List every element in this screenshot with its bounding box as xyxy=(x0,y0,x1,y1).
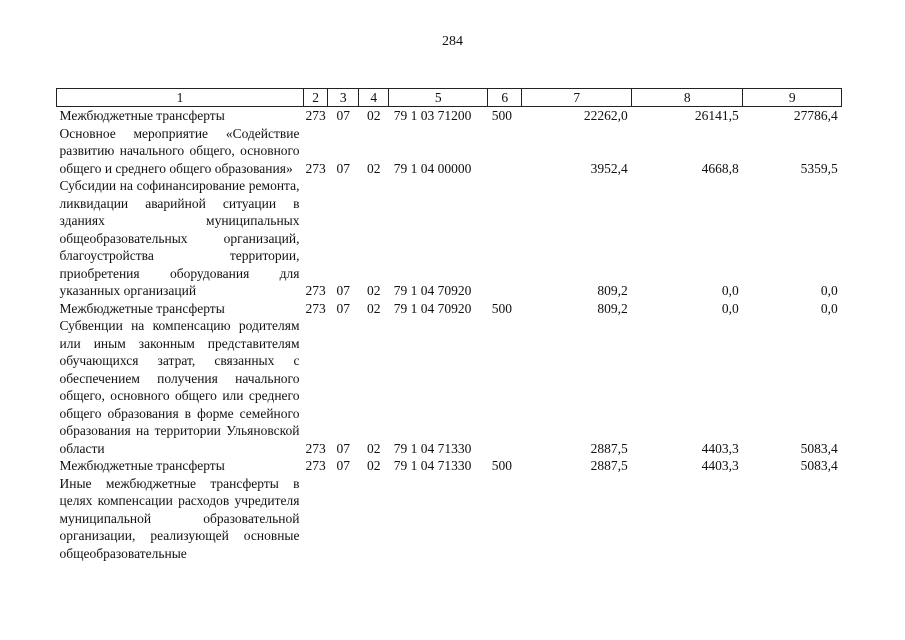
row-name: Субвенции на компенсацию родителям или иным законным представителям обучающихся затрат, связанных с обеспечением получения начального общего, основного общего или среднего общего образования в форме семейного образования на территории Ульяновской области xyxy=(59,318,300,456)
row-amount-col9: 5083,4 xyxy=(800,440,838,456)
row-ministry-code: 273 xyxy=(305,283,326,298)
row-amount-col7: 3952,4 xyxy=(590,160,628,176)
table-row xyxy=(57,107,842,125)
row-target-article: 79 1 04 70920 xyxy=(393,283,472,298)
row-section-code xyxy=(328,475,359,563)
table-row xyxy=(57,177,842,300)
table-row xyxy=(57,125,842,178)
row-amount-col9 xyxy=(743,475,842,563)
row-amount-col7: 809,2 xyxy=(597,283,628,298)
row-subsection-code xyxy=(359,475,389,563)
row-amount-col7 xyxy=(522,475,632,563)
row-amount-col7: 2887,5 xyxy=(590,440,628,456)
row-name: Межбюджетные трансферты xyxy=(59,300,225,316)
row-amount-col8: 26141,5 xyxy=(694,108,739,123)
row-name: Межбюджетные трансферты xyxy=(59,458,225,473)
page-number: 284 xyxy=(442,34,463,49)
row-amount-col7: 2887,5 xyxy=(590,458,628,473)
row-amount-col8: 0,0 xyxy=(721,283,739,298)
row-ministry-code: 273 xyxy=(305,458,326,473)
row-amount-col7: 809,2 xyxy=(597,300,628,316)
header-col-3: 3 xyxy=(328,89,359,107)
row-target-article: 79 1 04 70920 xyxy=(393,300,472,316)
row-ministry-code: 273 xyxy=(305,300,326,316)
row-target-article: 79 1 03 71200 xyxy=(393,108,472,123)
row-amount-col7: 22262,0 xyxy=(583,108,628,123)
row-target-article: 79 1 04 00000 xyxy=(393,160,472,176)
row-subsection-code: 02 xyxy=(367,458,381,473)
row-amount-col8: 4403,3 xyxy=(701,440,739,456)
header-col-9: 9 xyxy=(743,89,842,107)
row-section-code: 07 xyxy=(336,458,350,473)
row-amount-col8 xyxy=(632,475,743,563)
row-name: Межбюджетные трансферты xyxy=(59,108,225,123)
row-expense-type xyxy=(488,177,522,300)
row-ministry-code: 273 xyxy=(305,108,326,123)
row-section-code: 07 xyxy=(336,283,350,298)
row-amount-col8: 0,0 xyxy=(721,300,739,316)
header-col-4: 4 xyxy=(359,89,389,107)
table-row xyxy=(57,457,842,475)
header-col-2: 2 xyxy=(304,89,328,107)
row-target-article: 79 1 04 71330 xyxy=(393,440,472,456)
row-name: Иные межбюджетные трансферты в целях компенсации расходов учредителя муниципальной образовательной организации, реализующей основные общеобразовательные xyxy=(59,475,300,561)
row-expense-type: 500 xyxy=(491,458,512,473)
budget-table xyxy=(56,88,842,562)
row-name: Основное мероприятие «Содействие развитию начального общего, основного общего и среднего общего образования» xyxy=(59,125,300,176)
row-subsection-code: 02 xyxy=(367,300,381,316)
table-row xyxy=(57,317,842,457)
row-section-code: 07 xyxy=(336,160,350,176)
row-amount-col9: 5083,4 xyxy=(800,458,838,473)
header-col-8: 8 xyxy=(632,89,743,107)
row-expense-type: 500 xyxy=(491,108,512,123)
header-row xyxy=(57,89,842,107)
table-row xyxy=(57,475,842,563)
row-section-code: 07 xyxy=(336,440,350,456)
header-col-6: 6 xyxy=(488,89,522,107)
row-amount-col9: 0,0 xyxy=(820,300,838,316)
row-target-article: 79 1 04 71330 xyxy=(393,458,472,473)
row-amount-col9: 0,0 xyxy=(820,283,838,298)
row-amount-col9: 27786,4 xyxy=(793,108,838,123)
row-section-code: 07 xyxy=(336,108,350,123)
header-col-5: 5 xyxy=(389,89,488,107)
row-expense-type xyxy=(488,475,522,563)
header-col-1: 1 xyxy=(57,89,304,107)
row-expense-type: 500 xyxy=(491,300,512,316)
row-ministry-code: 273 xyxy=(305,440,326,456)
row-target-article xyxy=(389,475,488,563)
table-row xyxy=(57,300,842,318)
header-col-7: 7 xyxy=(522,89,632,107)
row-subsection-code: 02 xyxy=(367,440,381,456)
row-ministry-code: 273 xyxy=(305,160,326,176)
row-expense-type xyxy=(488,317,522,457)
row-ministry-code xyxy=(304,475,328,563)
row-amount-col9: 5359,5 xyxy=(800,160,838,176)
row-amount-col8: 4403,3 xyxy=(701,458,739,473)
row-subsection-code: 02 xyxy=(367,283,381,298)
row-expense-type xyxy=(488,125,522,178)
row-subsection-code: 02 xyxy=(367,160,381,176)
row-name: Субсидии на софинансирование ремонта, ликвидации аварийной ситуации в зданиях муниципальных общеобразовательных организаций, благоустройства территории, приобретения оборудования для указанных организаций xyxy=(59,178,300,298)
row-section-code: 07 xyxy=(336,300,350,316)
row-amount-col8: 4668,8 xyxy=(701,160,739,176)
row-subsection-code: 02 xyxy=(367,108,381,123)
